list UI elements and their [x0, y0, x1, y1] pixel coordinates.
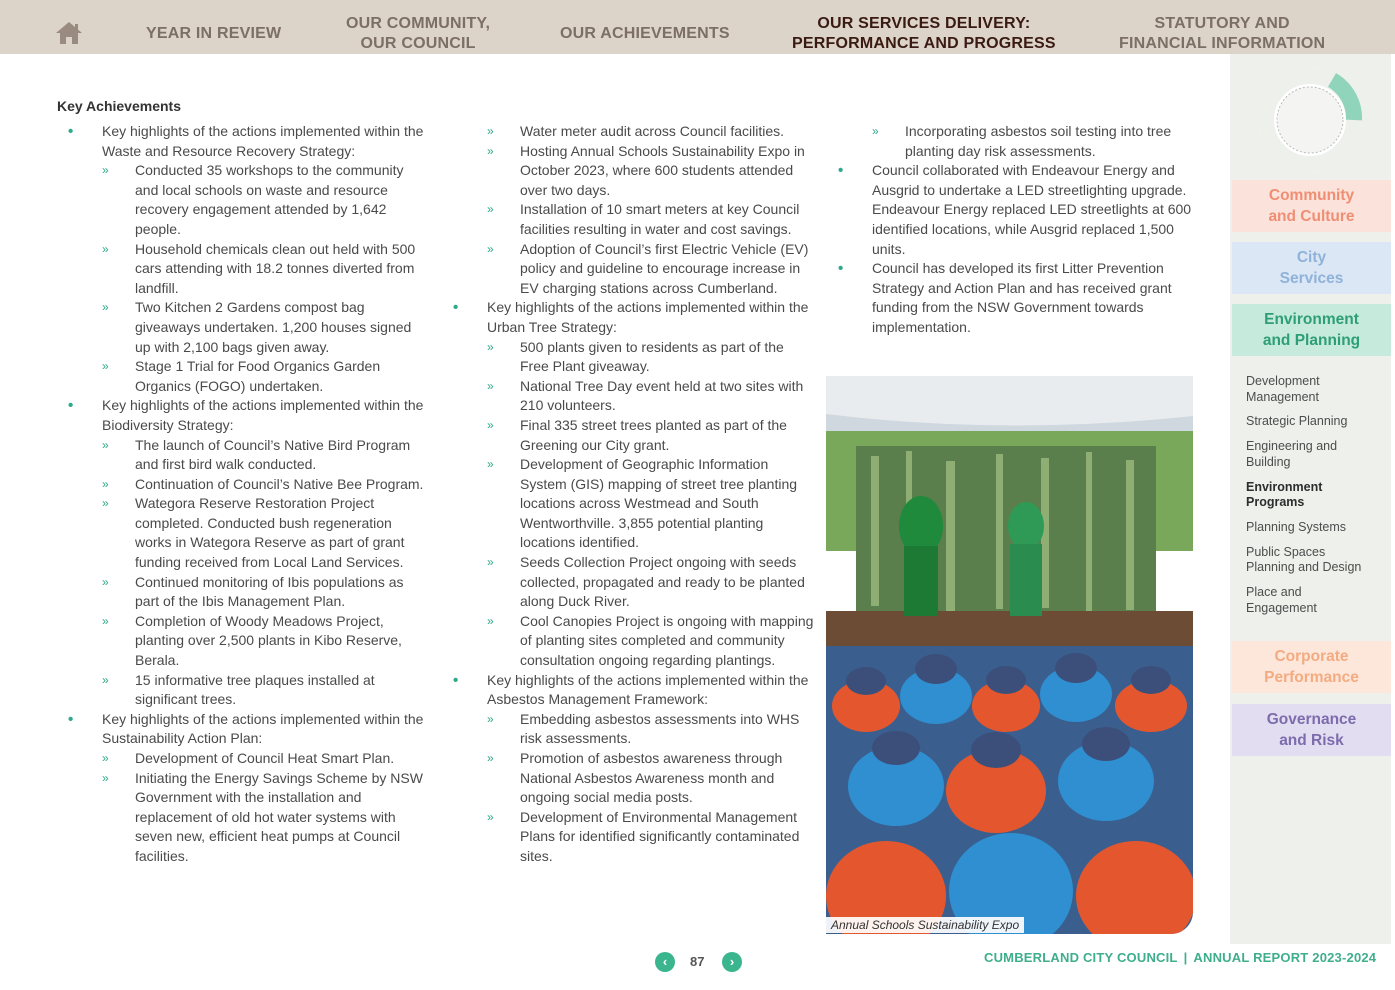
- subnav-public-spaces[interactable]: Public Spaces Planning and Design: [1246, 544, 1362, 575]
- sub-bullet: » Continuation of Council’s Native Bee Program.: [68, 475, 428, 495]
- progress-donut-icon: [1254, 64, 1366, 176]
- sidebar-subnav: [1246, 374, 1386, 626]
- bullet-dot-icon: •: [838, 162, 844, 180]
- prev-page-button[interactable]: [655, 952, 675, 972]
- sub-bullet: » Conducted 35 workshops to the community and local schools on waste and resource recovery engagement attended by 1,642 people.: [102, 162, 404, 237]
- sub-bullet: » Incorporating asbestos soil testing into tree planting day risk assessments.: [872, 123, 1172, 159]
- nav-our-community[interactable]: OUR COMMUNITY, OUR COUNCIL: [346, 15, 491, 52]
- chevron-right-icon: »: [102, 613, 109, 628]
- chevron-right-icon: »: [102, 163, 109, 178]
- chevron-right-icon: ›: [722, 952, 742, 972]
- section-heading: Key Achievements: [57, 98, 181, 114]
- sub-bullet: » Hosting Annual Schools Sustainability Expo in October 2023, where 600 students attended over two days.: [487, 142, 805, 198]
- sub-bullet: » 500 plants given to residents as part of the Free Plant giveaway.: [487, 338, 784, 375]
- sub-bullet: » Development of Geographic Information System (GIS) mapping of street tree planting locations across Westmead and South Wentworthville. 3,855 potential planting locations identified.: [487, 456, 798, 551]
- sub-bullet: » Adoption of Council’s first Electric Vehicle (EV) policy and guideline to encourage increase in EV charging stations across Cumberland.: [487, 240, 809, 296]
- sub-bullet: » Cool Canopies Project is ongoing with mapping of planting sites completed and community consultation ongoing regarding plantings.: [487, 612, 814, 669]
- bullet-biodiversity-strategy: • Key highlights of the actions implemented within the Biodiversity Strategy:: [68, 397, 424, 433]
- bullet-dot-icon: •: [453, 671, 459, 689]
- chevron-right-icon: »: [102, 241, 109, 256]
- sub-bullet: » Final 335 street trees planted as part of the Greening our City grant.: [487, 416, 787, 453]
- expo-photo: [826, 376, 1193, 934]
- chevron-right-icon: »: [487, 417, 494, 432]
- sub-bullet: » Completion of Woody Meadows Project, planting over 2,500 plants in Kibo Reserve, Berala.: [102, 612, 402, 669]
- chevron-right-icon: »: [487, 339, 494, 354]
- footer-report: ANNUAL REPORT 2023-2024: [1193, 950, 1377, 965]
- page-number: 87: [690, 954, 705, 969]
- chevron-right-icon: »: [872, 124, 879, 138]
- subnav-engineering-building[interactable]: Engineering and Building: [1246, 439, 1338, 469]
- tab-environment-and-planning[interactable]: Environment and Planning: [1232, 304, 1391, 356]
- sub-bullet: » Embedding asbestos assessments into WHS risk assessments.: [487, 710, 800, 747]
- chevron-right-icon: »: [102, 496, 109, 511]
- nav-our-services-delivery[interactable]: OUR SERVICES DELIVERY: PERFORMANCE AND PROGRESS: [792, 15, 1056, 52]
- sub-bullet: » Water meter audit across Council facilities.: [453, 122, 815, 142]
- bullet-asbestos-framework: • Key highlights of the actions implemented within the Asbestos Management Framework:: [453, 671, 809, 708]
- sub-bullet: » Two Kitchen 2 Gardens compost bag giveaways undertaken. 1,200 houses signed up with 2,100 bags given away.: [102, 299, 412, 355]
- sub-bullet: » Household chemicals clean out held with 500 cars attending with 18.2 tonnes diverted from landfill.: [102, 240, 416, 296]
- bullet-dot-icon: •: [68, 123, 74, 140]
- sub-bullet: » National Tree Day event held at two sites with 210 volunteers.: [487, 377, 804, 414]
- bullet-dot-icon: •: [453, 299, 459, 317]
- chevron-right-icon: »: [102, 300, 109, 315]
- sub-bullet: » Installation of 10 smart meters at key Council facilities resulting in water and cost savings.: [487, 201, 800, 237]
- tab-governance-and-risk[interactable]: Governance and Risk: [1232, 704, 1391, 756]
- tab-corporate-performance[interactable]: Corporate Performance: [1232, 641, 1391, 693]
- footer-council: CUMBERLAND CITY COUNCIL: [984, 950, 1178, 965]
- chevron-right-icon: »: [487, 809, 494, 824]
- tab-community-and-culture[interactable]: Community and Culture: [1232, 180, 1391, 232]
- bullet-waste-strategy: • Key highlights of the actions implemented within the Waste and Resource Recovery Strategy:: [68, 123, 424, 159]
- sub-bullet: » The launch of Council’s Native Bird Program and first bird walk conducted.: [102, 436, 411, 473]
- sub-bullet: » Initiating the Energy Savings Scheme by NSW Government with the installation and replacement of old hot water systems with seven new, efficient heat pumps at Council facilities.: [102, 769, 423, 864]
- bullet-dot-icon: •: [68, 397, 74, 415]
- column-3: [838, 122, 1198, 338]
- column-1: [68, 122, 428, 867]
- nav-our-achievements[interactable]: OUR ACHIEVEMENTS: [560, 25, 730, 42]
- chevron-right-icon: »: [487, 613, 494, 628]
- chevron-right-icon: »: [102, 359, 109, 374]
- sub-bullet: » Seeds Collection Project ongoing with seeds collected, propagated and ready to be planted along Duck River.: [487, 554, 805, 610]
- top-nav: [0, 0, 1395, 54]
- subnav-strategic-planning[interactable]: Strategic Planning: [1246, 414, 1348, 429]
- chevron-right-icon: »: [102, 476, 109, 491]
- bullet-dot-icon: •: [838, 260, 844, 278]
- subnav-development-management[interactable]: Development Management: [1246, 374, 1320, 404]
- chevron-right-icon: »: [102, 437, 109, 452]
- subnav-environment-programs[interactable]: Environment Programs: [1246, 479, 1323, 510]
- bullet-sustainability-plan: • Key highlights of the actions implemented within the Sustainability Action Plan:: [68, 710, 424, 747]
- sub-bullet: » Wategora Reserve Restoration Project completed. Conducted bush regeneration works in Wategora Reserve as part of grant funding received from Local Land Services.: [102, 495, 405, 571]
- column-2: [453, 122, 815, 867]
- chevron-right-icon: »: [102, 574, 109, 589]
- next-page-button[interactable]: [722, 952, 742, 972]
- tab-city-services[interactable]: City Services: [1232, 242, 1391, 294]
- sub-bullet: » 15 informative tree plaques installed at significant trees.: [102, 671, 375, 708]
- chevron-right-icon: »: [102, 751, 109, 765]
- footer-separator: |: [1183, 950, 1188, 965]
- nav-statutory-financial[interactable]: STATUTORY AND FINANCIAL INFORMATION: [1119, 15, 1326, 52]
- chevron-right-icon: »: [102, 770, 109, 785]
- chevron-right-icon: »: [102, 672, 109, 687]
- bullet-litter-prevention: • Council has developed its first Litter Prevention Strategy and Action Plan and has received grant funding from the NSW Government towards implementation.: [838, 260, 1172, 335]
- sub-bullet: » Development of Environmental Management Plans for identified significantly contaminated sites.: [487, 808, 800, 864]
- photo-caption: Annual Schools Sustainability Expo: [826, 917, 1024, 933]
- chevron-right-icon: »: [487, 202, 494, 217]
- home-icon[interactable]: [54, 20, 84, 46]
- sub-bullet: » Promotion of asbestos awareness through National Asbestos Awareness month and ongoing social media posts.: [487, 750, 783, 806]
- sub-bullet: » Stage 1 Trial for Food Organics Garden Organics (FOGO) undertaken.: [102, 358, 381, 394]
- nav-year-in-review[interactable]: YEAR IN REVIEW: [146, 25, 282, 42]
- bullet-dot-icon: •: [68, 710, 74, 728]
- chevron-right-icon: »: [487, 241, 494, 256]
- chevron-right-icon: »: [487, 378, 494, 393]
- chevron-right-icon: »: [487, 457, 494, 472]
- sub-bullet: » Development of Council Heat Smart Plan.: [68, 749, 428, 769]
- chevron-right-icon: »: [487, 711, 494, 726]
- chevron-right-icon: »: [487, 124, 494, 138]
- chevron-left-icon: ‹: [655, 952, 675, 972]
- chevron-right-icon: »: [487, 143, 494, 158]
- bullet-led-streetlighting: • Council collaborated with Endeavour Energy and Ausgrid to undertake a LED streetlighting upgrade. Endeavour Energy replaced LED streetlights at 600 identified locations, while Ausgrid replaced 1,500 units.: [838, 162, 1192, 257]
- bullet-urban-tree-strategy: • Key highlights of the actions implemented within the Urban Tree Strategy:: [453, 299, 809, 335]
- chevron-right-icon: »: [487, 751, 494, 765]
- chevron-right-icon: »: [487, 555, 494, 570]
- sub-bullet: » Continued monitoring of Ibis populations as part of the Ibis Management Plan.: [102, 573, 404, 610]
- subnav-place-engagement[interactable]: Place and Engagement: [1246, 585, 1317, 615]
- subnav-planning-systems[interactable]: Planning Systems: [1246, 520, 1347, 535]
- footer-title: [984, 950, 1376, 965]
